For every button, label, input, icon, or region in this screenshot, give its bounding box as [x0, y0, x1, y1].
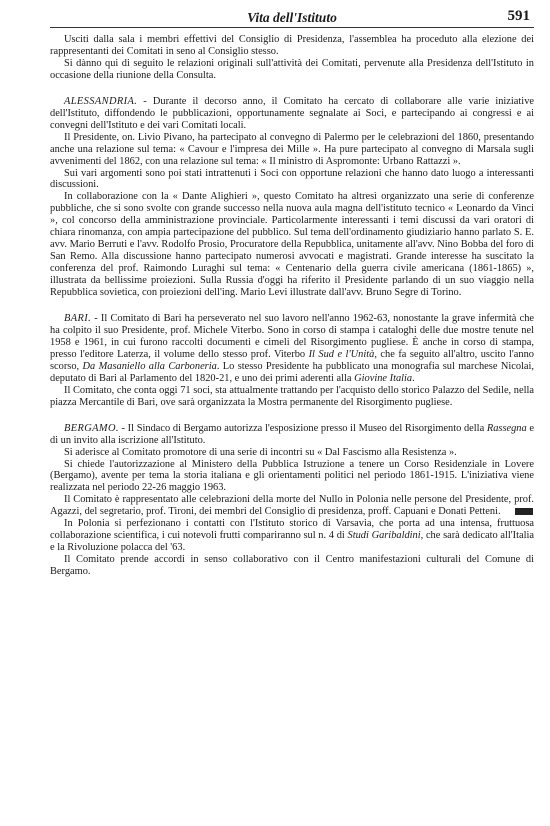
- bergamo-paragraph: Si aderisce al Comitato promotore di una serie di incontri su « Dal Fascismo alla Resistenza ».: [64, 446, 457, 458]
- paragraph-text: - Il Sindaco di Bergamo autorizza l'esposizione presso il Museo del Risorgimento della: [118, 422, 487, 434]
- paragraph-text: e di un invito alla iscrizione all'Istituto.: [50, 422, 534, 446]
- journal-title: Studi Garibaldini: [347, 530, 421, 542]
- intro-paragraph: Usciti dalla sala i membri effettivi del Consiglio di Presidenza, l'assemblea ha proceduto alla elezione dei rappresentanti dei Comitati in seno al Consiglio stesso.: [50, 34, 534, 57]
- association-title: Giovine Italia: [354, 372, 413, 384]
- paragraph-text: , che fa seguito all'altro, uscito l'anno scorso,: [50, 348, 534, 372]
- bergamo-paragraph: Il Comitato prende accordi in senso collaborativo con il Centro manifestazioni culturali del Comune di Bergamo.: [50, 554, 534, 578]
- journal-title: Rassegna: [486, 422, 527, 434]
- section-bergamo: [50, 423, 534, 578]
- book-title: Da Masaniello alla Carboneria: [82, 360, 217, 372]
- alessandria-paragraph: In collaborazione con la « Dante Alighieri », questo Comitato ha altresì organizzato una serie di conferenze pubbliche, che si sono svolte con grande successo nella nuova aula magna dell'istituto tecnico « Leonardo da Vinci », col concorso della amministrazione provinciale. Particolarmente interessanti i temi discussi da vari oratori di chiara rinomanza, con ampia partecipazione del pubblico. Sul tema dell'ordinamento giudiziario hanno parlato S. E. avv. Mario Berruti e l'avv. Rodolfo Prosio, Procuratore della Repubblica, unitamente all'avv. Nino Bobba del foro di San Remo. Alla discussione hanno partecipato numerosi avvocati e magistrati. Grande interesse ha suscitato la conferenza del prof. Raimondo Luraghi sul tema: « Centenario della guerra civile americana (1861-1865) », illustrata da bellissime proiezioni. Sulla Russia d'oggi ha riferito il Presidente parlando di un suo viaggio nella Repubblica sovietica, con proiezioni dell'ing. Mario Levi illustrate dall'avv. Bruno Segre di Torino.: [50, 191, 534, 299]
- paragraph-text: - Durante il decorso anno, il Comitato ha cercato di collaborare alle varie iniziative dell'Istituto, diffondendo le pubblicazioni, opportunamente segnalate ai Soci, e partecipando ai congressi e ai convegni dell'Istituto e dei vari Comitati locali.: [50, 95, 534, 131]
- page-number: 591: [507, 8, 530, 24]
- bari-paragraph: [50, 313, 534, 385]
- paragraph-text: - Il Comitato di Bari ha perseverato nel suo lavoro nell'anno 1962-63, nonostante la grave infermità che ha colpito il suo Presidente, prof. Michele Viterbo. Sono in corso di stampa i cataloghi delle due mostre tenute nel 1958 e 1961, in cui furono raccolti documenti e cimeli del Risorgimento pugliese. È anche in corso di stampa, presso l'editore Laterza, il volume dello stesso prof. Viterbo: [50, 313, 534, 360]
- section-bari: [50, 313, 534, 409]
- paragraph-text: . Lo stesso Presidente ha pubblicato una monografia sul marchese Nicolai, deputato di Bari al Parlamento del 1820-21, e uno dei primi aderenti alla: [50, 360, 535, 384]
- intro-section: [50, 34, 534, 82]
- alessandria-paragraph: Sui vari argomenti sono poi stati intrattenuti i Soci con opportune relazioni che hanno dato luogo a interessanti discussioni.: [50, 167, 534, 191]
- intro-paragraph: Si dànno qui di seguito le relazioni originali sull'attività dei Comitati, pervenute alla Presidenza dell'Istituto in occasione della riunione della Consulta.: [50, 57, 534, 81]
- bari-paragraph: Il Comitato, che conta oggi 71 soci, sta attualmente trattando per l'acquisto dello storico Palazzo del Sedile, nella piazza Mercantile di Bari, ove sarà organizzata la Mostra permanente del Risorgimento pugliese.: [50, 384, 534, 408]
- paragraph-text: .: [412, 372, 415, 384]
- ink-stamp-mark: [515, 508, 533, 515]
- committee-name: BARI.: [64, 313, 92, 325]
- committee-name: BERGAMO.: [64, 422, 119, 434]
- bergamo-paragraph: [50, 494, 534, 518]
- alessandria-paragraph: Il Presidente, on. Livio Pivano, ha partecipato al convegno di Palermo per le celebrazioni del 1860, presentando anche una relazione sul tema: « Cavour e l'impresa dei Mille ». Ha pure partecipato al convegno di Marsala sugli avvenimenti del 1862, con una relazione sul tema: « Il ministro di Aspromonte: Urbano Rattazzi ».: [50, 131, 534, 167]
- book-title: Il Sud e l'Unità: [308, 348, 375, 360]
- bergamo-paragraph: Si chiede l'autorizzazione al Ministero della Pubblica Istruzione a tenere un Corso Residenziale in Lovere (Bergamo), avente per tema la storia italiana e gli orientamenti politici nel periodo 1861-1915. L'iniziativa viene realizzata nel periodo 22-26 maggio 1963.: [50, 458, 534, 494]
- page-header: [50, 0, 534, 30]
- paragraph-text: Il Comitato è rappresentato alle celebrazioni della morte del Nullo in Polonia nelle persone del Presidente, prof. Agazzi, del segretario, prof. Tironi, dei membri del Consiglio di presidenza, proff. Capuani e Donati Petteni.: [50, 494, 534, 518]
- alessandria-paragraph: [50, 96, 534, 132]
- paragraph-text: In Polonia si perfezionano i contatti con l'Istituto storico di Varsavia, che porta ad una intensa, fruttuosa collaborazione scientifica, i cui notevoli frutti compariranno sul n. 4 di: [50, 518, 534, 542]
- header-rule: [50, 27, 534, 28]
- section-alessandria: [50, 96, 534, 299]
- committee-name: ALESSANDRIA.: [64, 95, 138, 107]
- paragraph-text: , che sarà dedicato all'Italia e la Rivoluzione polacca del '63.: [50, 530, 534, 554]
- running-title: Vita dell'Istituto: [247, 10, 337, 25]
- bergamo-paragraph: [50, 423, 534, 447]
- bergamo-paragraph: [50, 518, 534, 554]
